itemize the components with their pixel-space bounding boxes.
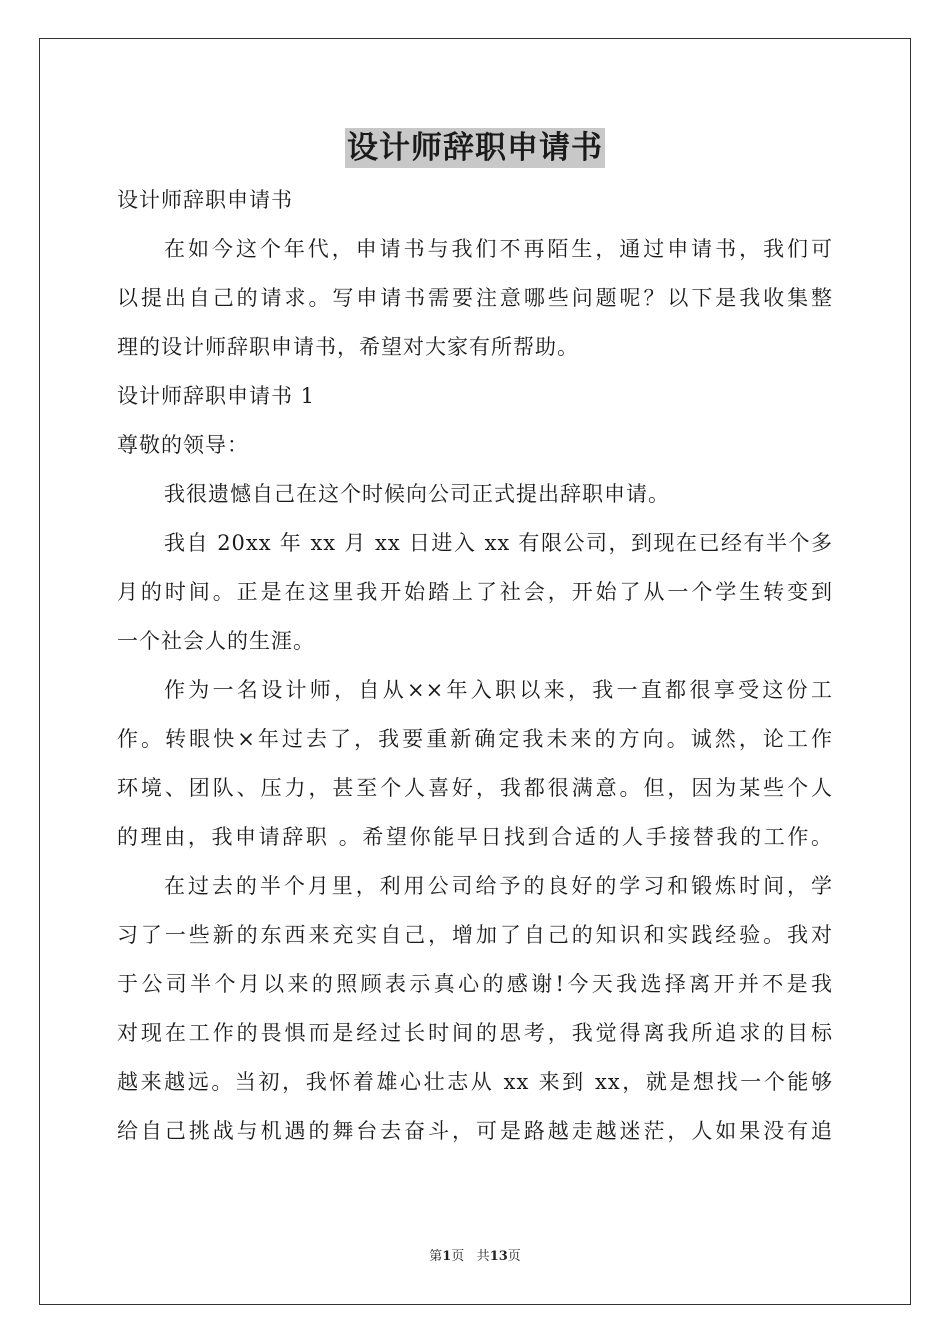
page-footer xyxy=(0,1247,950,1267)
page-total-count: 13 xyxy=(489,1249,508,1264)
body-text-line: 理的设计师辞职申请书，希望对大家有所帮助。 xyxy=(117,335,579,359)
title-container xyxy=(0,128,950,168)
body-text-line: 作为一名设计师，自从××年入职以来，我一直都很享受这份工 xyxy=(164,678,833,702)
page-number-suffix: 页 xyxy=(451,1249,465,1264)
body-text-line: 对现在工作的畏惧而是经过长时间的思考，我觉得离我所追求的目标 xyxy=(117,1021,833,1045)
body-text-line: 给自己挑战与机遇的舞台去奋斗，可是路越走越迷茫，人如果没有追 xyxy=(117,1119,833,1143)
body-text-line: 尊敬的领导： xyxy=(117,433,249,457)
body-text-line: 一个社会人的生涯。 xyxy=(117,629,315,653)
body-text-line: 作。转眼快×年过去了，我要重新确定我未来的方向。诚然，论工作 xyxy=(117,727,833,751)
body-text-line: 月的时间。正是在这里我开始踏上了社会，开始了从一个学生转变到 xyxy=(117,580,833,604)
body-text-line: 我很遗憾自己在这个时候向公司正式提出辞职申请。 xyxy=(164,482,670,506)
body-text-line: 的理由，我申请辞职 。希望你能早日找到合适的人手接替我的工作。 xyxy=(117,825,833,849)
body-text-line: 环境、团队、压力，甚至个人喜好，我都很满意。但，因为某些个人 xyxy=(117,776,833,800)
body-text-line: 设计师辞职申请书 1 xyxy=(117,384,316,408)
document-body xyxy=(117,176,833,1156)
document-title: 设计师辞职申请书 xyxy=(347,130,603,166)
body-text-line: 于公司半个月以来的照顾表示真心的感谢!今天我选择离开并不是我 xyxy=(117,972,833,996)
page-number-current: 1 xyxy=(442,1249,452,1264)
body-text-line: 我自 20xx 年 xx 月 xx 日进入 xx 有限公司，到现在已经有半个多 xyxy=(164,531,833,555)
page-number-prefix: 第 xyxy=(429,1249,443,1264)
body-text-line: 习了一些新的东西来充实自己，增加了自己的知识和实践经验。我对 xyxy=(117,923,833,947)
body-text-line: 设计师辞职申请书 xyxy=(117,188,293,212)
body-text-line: 越来越远。当初，我怀着雄心壮志从 xx 来到 xx，就是想找一个能够 xyxy=(117,1070,833,1094)
body-text-line: 在如今这个年代，申请书与我们不再陌生，通过申请书，我们可 xyxy=(164,237,833,261)
page-total-prefix: 共 xyxy=(476,1249,490,1264)
body-text-line: 以提出自己的请求。写申请书需要注意哪些问题呢？以下是我收集整 xyxy=(117,286,833,310)
body-text-line: 在过去的半个月里，利用公司给予的良好的学习和锻炼时间，学 xyxy=(164,874,833,898)
page-total-suffix: 页 xyxy=(507,1249,521,1264)
